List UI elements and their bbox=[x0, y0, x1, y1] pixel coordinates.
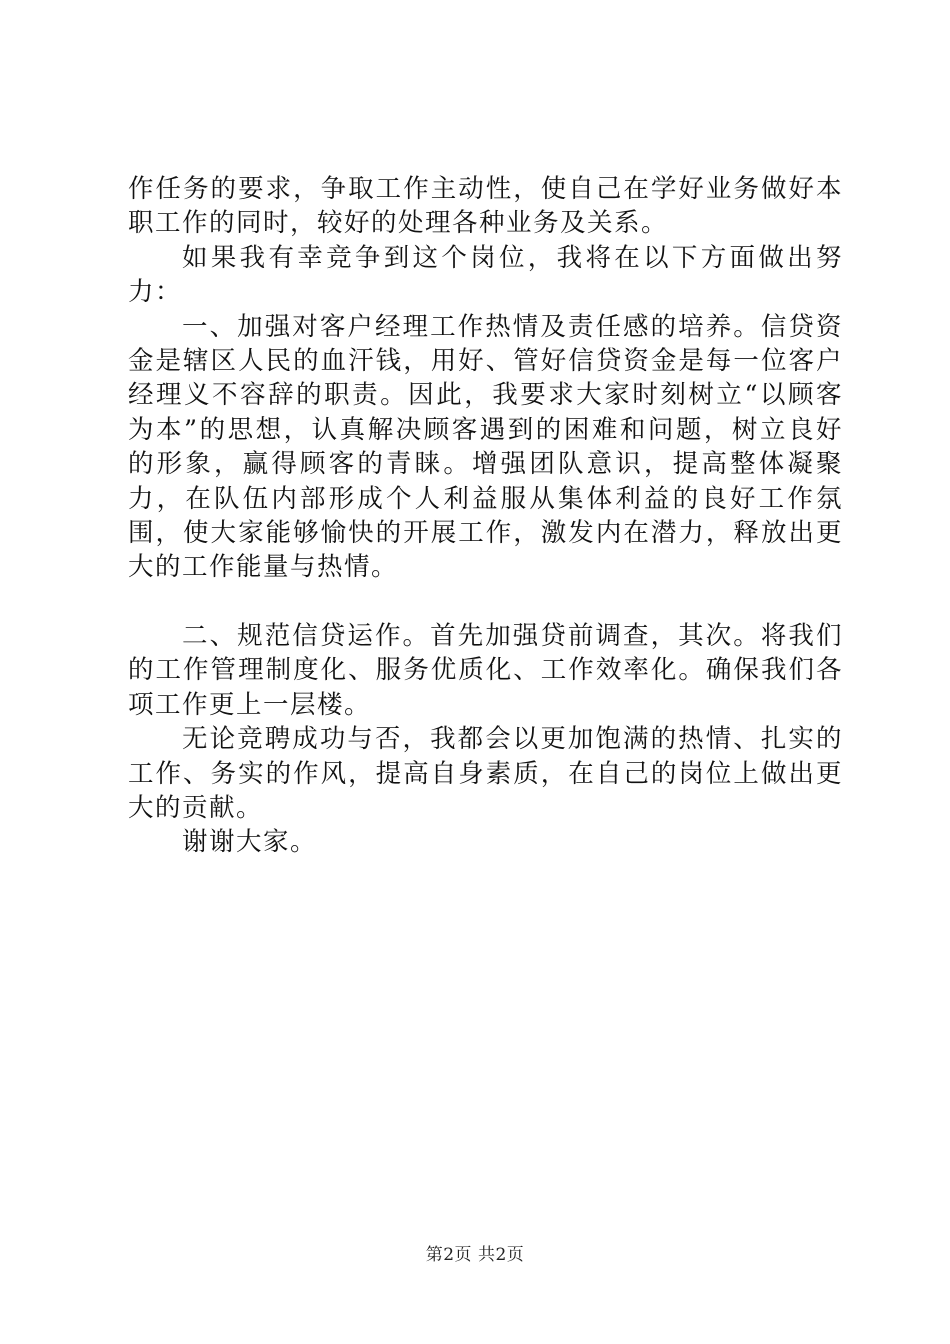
paragraph-point-one: 一、加强对客户经理工作热情及责任感的培养。信贷资金是辖区人民的血汗钱，用好、管好信贷资金是每一位客户经理义不容辞的职责。因此，我要求大家时刻树立“以顾客为本”的思想，认真解决顾客遇到的困难和问题，树立良好的形象，赢得顾客的青睐。增强团队意识，提高整体凝聚力，在队伍内部形成个人利益服从集体利益的良好工作氛围，使大家能够愉快的开展工作，激发内在潜力，释放出更大的工作能量与热情。 bbox=[128, 311, 843, 583]
page-number-footer: 第2页 共2页 bbox=[425, 1245, 525, 1265]
paragraph-intro-efforts: 如果我有幸竞争到这个岗位，我将在以下方面做出努力： bbox=[128, 242, 843, 308]
paragraph-thanks: 谢谢大家。 bbox=[182, 827, 318, 858]
paragraph-continuation: 作任务的要求，争取工作主动性，使自己在学好业务做好本职工作的同时，较好的处理各种业务及关系。 bbox=[128, 174, 843, 239]
paragraph-conclusion: 无论竞聘成功与否，我都会以更加饱满的热情、扎实的工作、务实的作风，提高自身素质，在自己的岗位上做出更大的贡献。 bbox=[128, 724, 843, 823]
paragraph-point-two: 二、规范信贷运作。首先加强贷前调查，其次。将我们的工作管理制度化、服务优质化、工作效率化。确保我们各项工作更上一层楼。 bbox=[128, 620, 843, 720]
document-body bbox=[128, 172, 843, 860]
